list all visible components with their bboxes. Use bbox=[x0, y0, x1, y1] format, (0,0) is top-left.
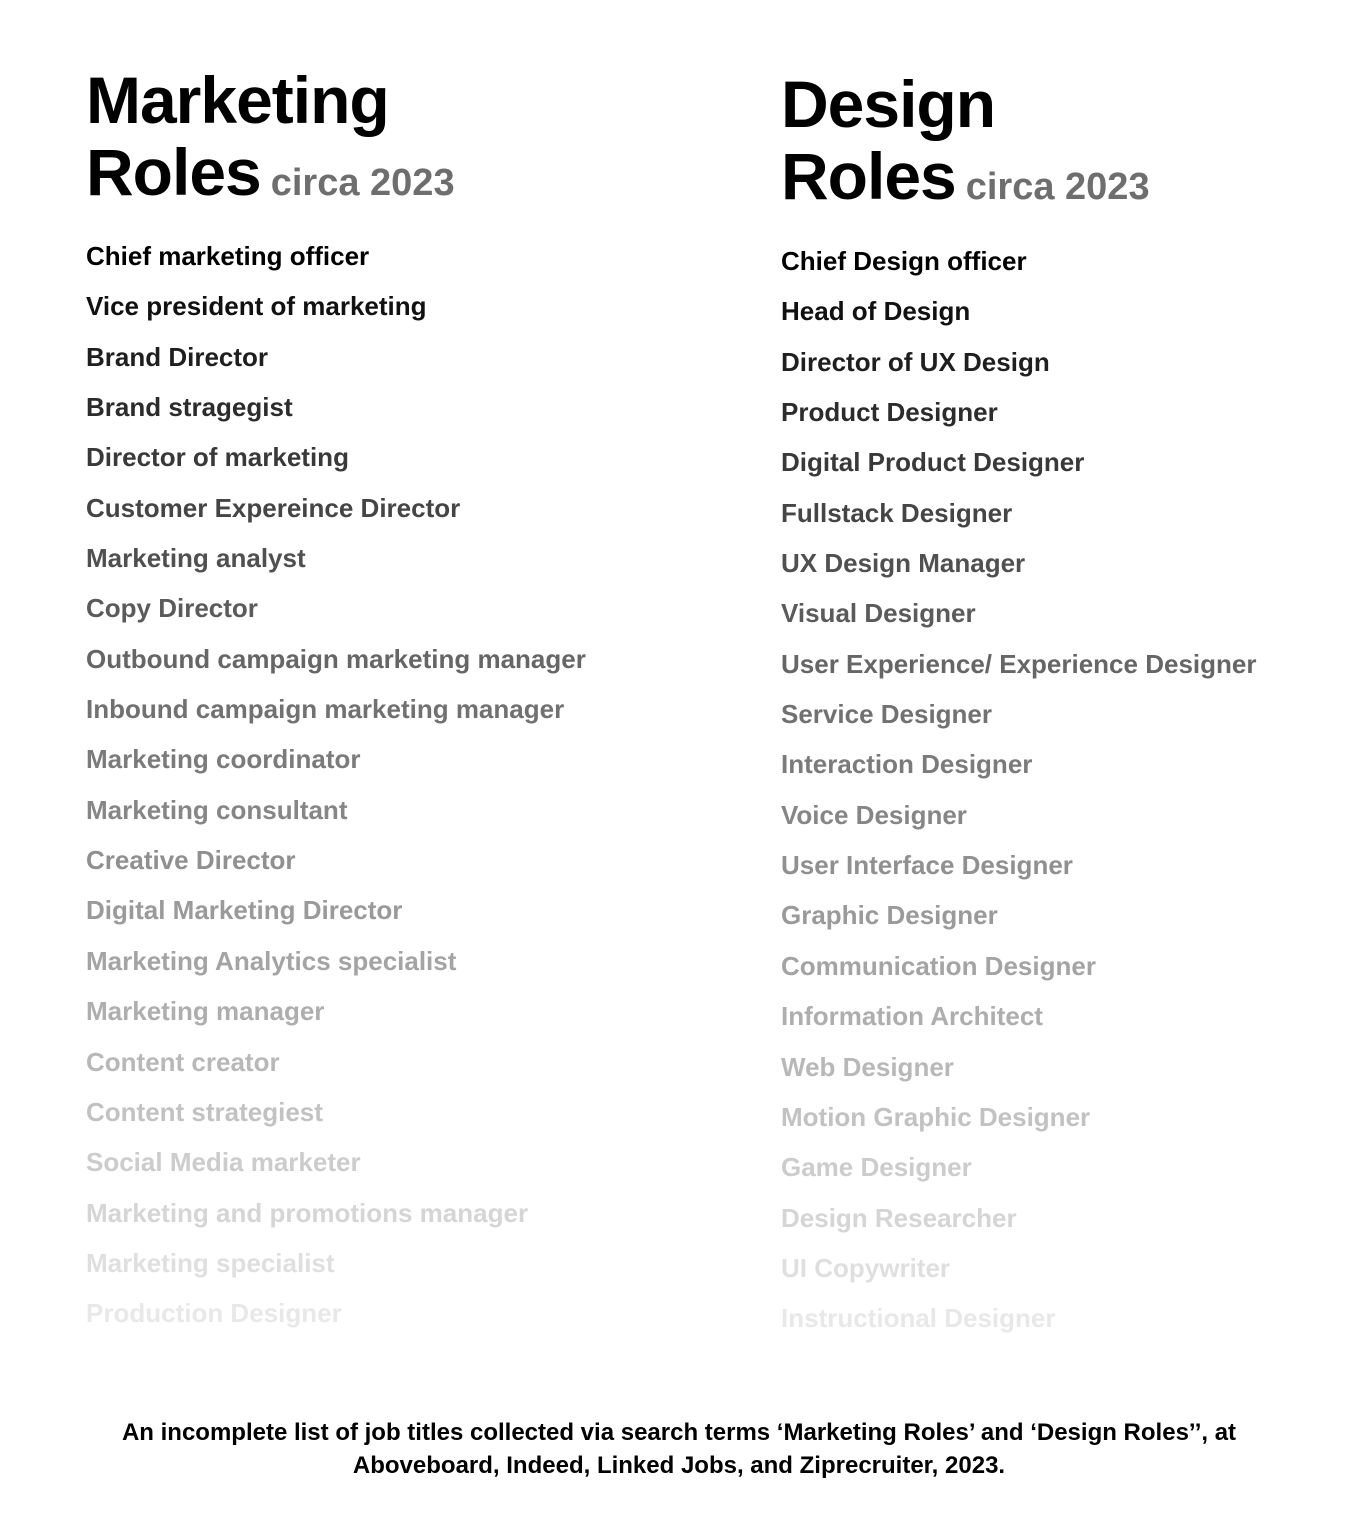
design-heading-line1: Design bbox=[781, 67, 996, 141]
design-circa-label: circa 2023 bbox=[965, 166, 1150, 208]
caption-line-2: Aboveboard, Indeed, Linked Jobs, and Ziprecruiter, 2023. bbox=[352, 1452, 1006, 1479]
design-role-item: Game Designer bbox=[781, 1152, 972, 1183]
marketing-role-item: Creative Director bbox=[86, 845, 296, 876]
design-role-item: Service Designer bbox=[781, 699, 993, 730]
design-role-item: Product Designer bbox=[781, 397, 998, 428]
marketing-heading-line2 bbox=[86, 136, 455, 219]
marketing-role-item: Copy Director bbox=[86, 593, 258, 624]
marketing-role-item: Customer Expereince Director bbox=[86, 492, 461, 523]
marketing-role-item: Inbound campaign marketing manager bbox=[86, 694, 565, 725]
marketing-role-item: Marketing specialist bbox=[86, 1247, 335, 1278]
marketing-role-item: Outbound campaign marketing manager bbox=[86, 643, 586, 674]
marketing-role-item: Chief marketing officer bbox=[86, 241, 370, 271]
marketing-role-item: Vice president of marketing bbox=[86, 291, 427, 322]
marketing-role-item: Social Media marketer bbox=[86, 1147, 361, 1178]
design-heading bbox=[781, 68, 1150, 223]
design-role-item: Interaction Designer bbox=[781, 749, 1033, 780]
marketing-role-item: Digital Marketing Director bbox=[86, 895, 403, 926]
marketing-roles-list bbox=[86, 238, 586, 1346]
design-role-item: User Interface Designer bbox=[781, 850, 1073, 881]
marketing-role-item: Production Designer bbox=[86, 1298, 342, 1329]
design-role-item: Head of Design bbox=[781, 296, 971, 327]
marketing-role-item: Director of marketing bbox=[86, 442, 349, 473]
marketing-role-item: Marketing manager bbox=[86, 996, 325, 1027]
design-role-item: Chief Design officer bbox=[781, 246, 1027, 276]
design-role-item: Digital Product Designer bbox=[781, 447, 1085, 478]
design-heading-line2 bbox=[781, 140, 1150, 223]
design-role-item: Motion Graphic Designer bbox=[781, 1101, 1091, 1132]
design-role-item: Director of UX Design bbox=[781, 346, 1050, 377]
caption-line-1: An incomplete list of job titles collected via search terms ‘Marketing Roles’ and ‘Design Roles’’, at bbox=[121, 1419, 1237, 1446]
source-caption bbox=[0, 1416, 1358, 1482]
design-role-item: Visual Designer bbox=[781, 598, 976, 629]
marketing-role-item: Content strategiest bbox=[86, 1096, 323, 1127]
design-role-item: Communication Designer bbox=[781, 950, 1096, 981]
design-role-item: Fullstack Designer bbox=[781, 497, 1013, 528]
marketing-role-item: Brand stragegist bbox=[86, 392, 293, 423]
design-role-item: User Experience/ Experience Designer bbox=[781, 648, 1257, 679]
marketing-role-item: Marketing and promotions manager bbox=[86, 1197, 529, 1228]
marketing-role-item: Marketing Analytics specialist bbox=[86, 945, 457, 976]
design-role-item: Graphic Designer bbox=[781, 900, 998, 931]
marketing-circa-label: circa 2023 bbox=[270, 162, 455, 204]
design-role-item: Information Architect bbox=[781, 1001, 1043, 1032]
design-roles-list bbox=[781, 243, 1256, 1351]
design-heading-roles: Roles bbox=[781, 139, 956, 213]
marketing-heading-roles: Roles bbox=[86, 135, 261, 209]
marketing-role-item: Brand Director bbox=[86, 341, 269, 372]
marketing-role-item: Marketing coordinator bbox=[86, 744, 361, 775]
design-role-item: Web Designer bbox=[781, 1051, 954, 1082]
marketing-role-item: Marketing analyst bbox=[86, 543, 306, 574]
design-role-item: UX Design Manager bbox=[781, 548, 1026, 579]
marketing-role-item: Marketing consultant bbox=[86, 794, 348, 825]
design-role-item: Instructional Designer bbox=[781, 1303, 1056, 1334]
design-role-item: Voice Designer bbox=[781, 799, 967, 830]
marketing-heading-line1: Marketing bbox=[86, 63, 389, 137]
marketing-heading bbox=[86, 64, 455, 219]
marketing-role-item: Content creator bbox=[86, 1046, 280, 1077]
design-role-item: Design Researcher bbox=[781, 1202, 1017, 1233]
design-role-item: UI Copywriter bbox=[781, 1252, 951, 1283]
